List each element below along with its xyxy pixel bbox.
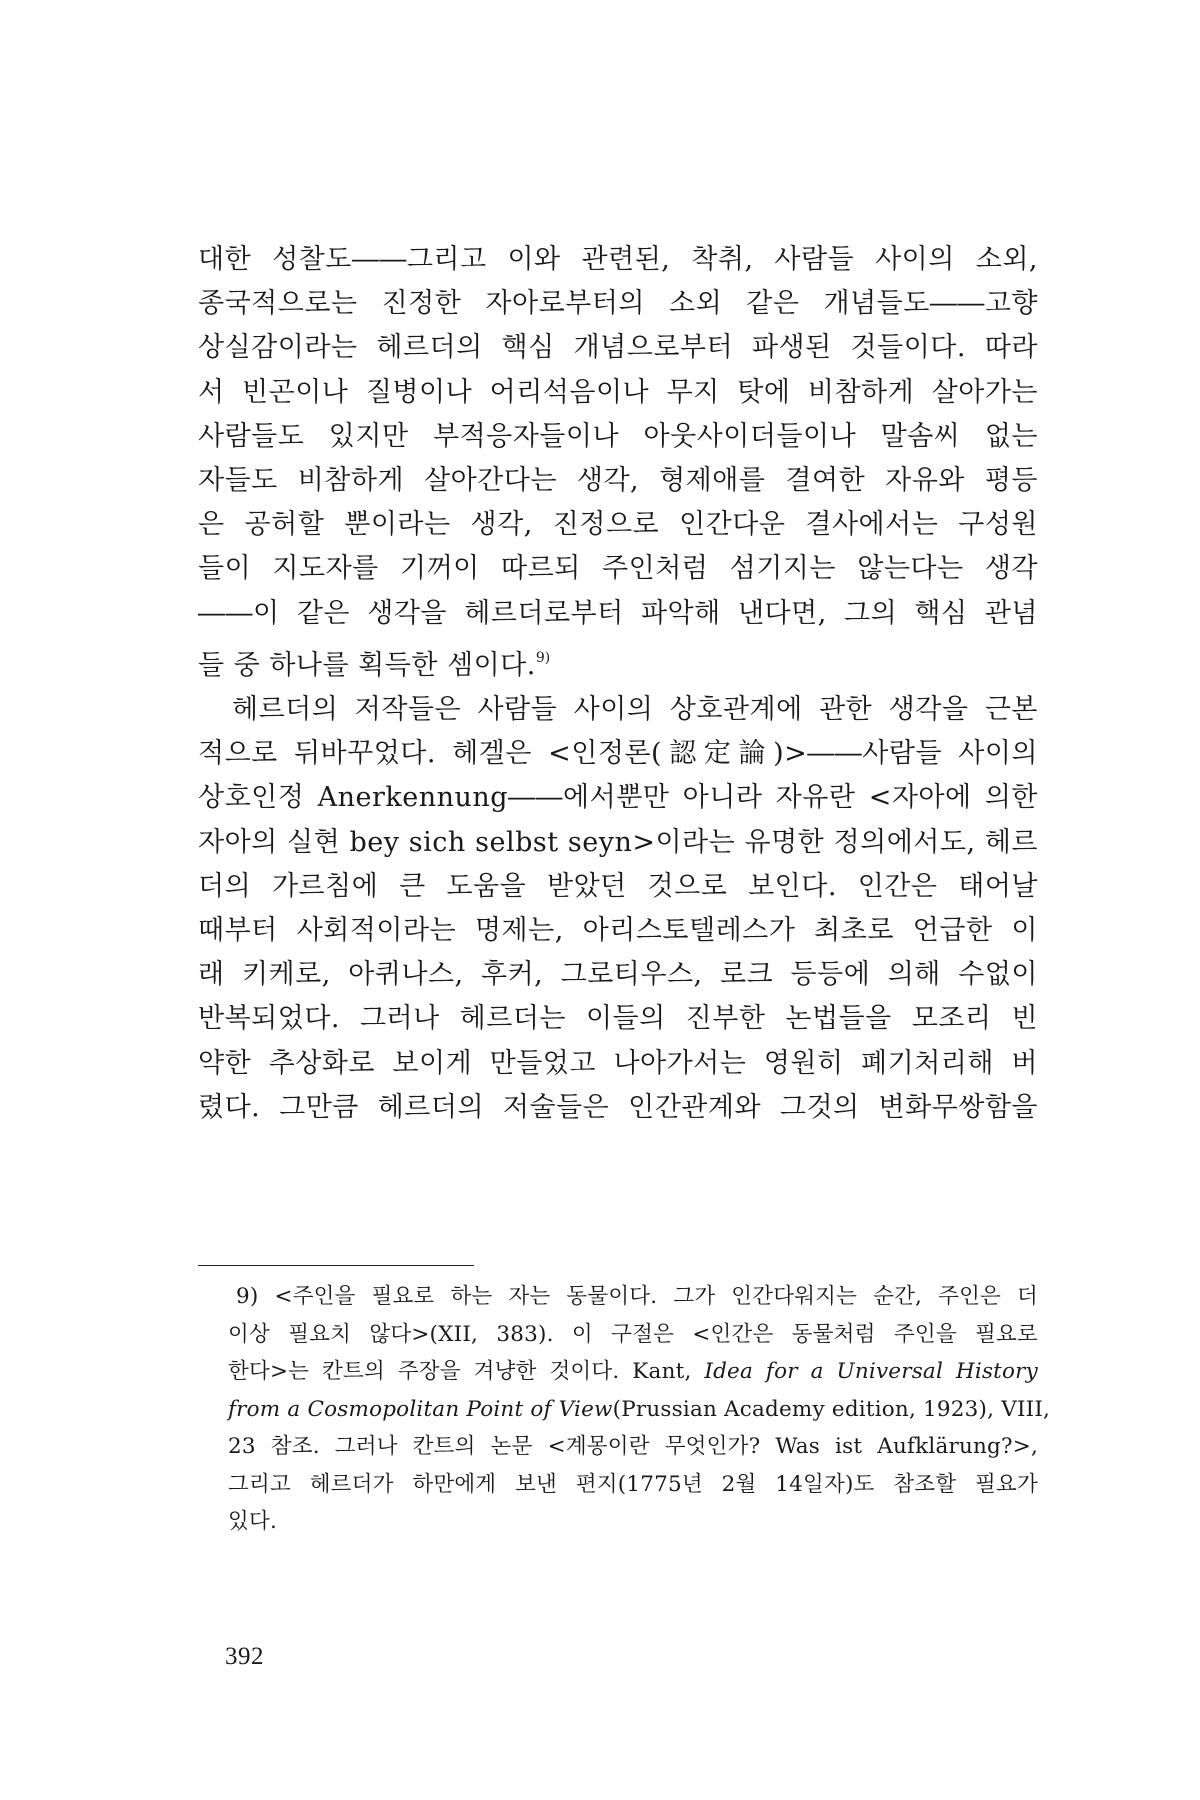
body-line: 적으로 뒤바꾸었다. 헤겔은 <인정론(認定論)>――사람들 사이의 (198, 738, 1038, 770)
body-line: 자들도 비참하게 살아간다는 생각, 형제애를 결여한 자유와 평등 (198, 465, 1038, 497)
book-title-italic: from a Cosmopolitan Point of View (228, 1396, 613, 1422)
body-line: 대한 성찰도――그리고 이와 관련된, 착취, 사람들 사이의 소외, (198, 244, 1038, 275)
body-line-text: 들 중 하나를 획득한 셈이다. (198, 649, 536, 681)
footnote-text: 한다>는 칸트의 주장을 겨냥한 것이다. Kant, (228, 1359, 705, 1384)
body-line: 더의 가르침에 큰 도움을 받았던 것으로 보인다. 인간은 태어날 (198, 870, 1038, 902)
body-line: 래 키케로, 아퀴나스, 후커, 그로티우스, 로크 등등에 의해 수없이 (198, 959, 1038, 991)
body-line: 사람들도 있지만 부적응자들이나 아웃사이더들이나 말솜씨 없는 (198, 420, 1038, 452)
footnote-line: 23 참조. 그러나 칸트의 논문 <계몽이란 무엇인가? Was ist Aufklärung?>, (228, 1434, 1038, 1459)
page-number: 392 (225, 1643, 264, 1670)
footnote-line: 있다. (228, 1509, 277, 1534)
body-line-with-note (198, 636, 1038, 688)
body-line: 렸다. 그만큼 헤르더의 저술들은 인간관계와 그것의 변화무쌍함을 (198, 1091, 1038, 1123)
body-line: 반복되었다. 그러나 헤르더는 이들의 진부한 논법들을 모조리 빈 (198, 1003, 1038, 1035)
body-line: 상호인정 Anerkennung――에서뿐만 아니라 자유란 <자아에 의한 (198, 782, 1038, 814)
body-line: 종국적으로는 진정한 자아로부터의 소외 같은 개념들도――고향 (198, 288, 1038, 320)
body-line: 은 공허할 뿐이라는 생각, 진정으로 인간다운 결사에서는 구성원 (198, 509, 1038, 541)
body-line: 상실감이라는 헤르더의 핵심 개념으로부터 파생된 것들이다. 따라 (198, 332, 1038, 364)
body-line: 서 빈곤이나 질병이나 어리석음이나 무지 탓에 비참하게 살아가는 (198, 376, 1038, 408)
footnote (228, 1278, 1051, 1541)
footnote-line: 9) <주인을 필요로 하는 자는 동물이다. 그가 인간다워지는 순간, 주인은 더 (236, 1284, 1038, 1309)
body-line: 약한 추상화로 보이게 만들었고 나아가서는 영원히 폐기처리해 버 (198, 1047, 1038, 1079)
footnote-reference: 9) (535, 649, 551, 666)
footnote-line-with-title (228, 1391, 1051, 1429)
body-line: 들이 지도자를 기꺼이 따르되 주인처럼 섬기지는 않는다는 생각 (198, 553, 1038, 585)
footnote-line-with-title (228, 1353, 1038, 1391)
body-text (198, 238, 1038, 1130)
footnote-line: 그리고 헤르더가 하만에게 보낸 편지(1775년 2월 14일자)도 참조할 필요가 (228, 1471, 1038, 1497)
body-line: ――이 같은 생각을 헤르더로부터 파악해 낸다면, 그의 핵심 관념 (198, 597, 1038, 629)
footnote-text: (Prussian Academy edition, 1923), VIII, (612, 1396, 1051, 1422)
body-line: 자아의 실현 bey sich selbst seyn>이라는 유명한 정의에서도, 헤르 (198, 826, 1038, 858)
footnote-divider (198, 1265, 474, 1266)
footnote-line: 이상 필요치 않다>(XII, 383). 이 구절은 <인간은 동물처럼 주인을 필요로 (228, 1321, 1038, 1347)
paragraph-start-line: 헤르더의 저작들은 사람들 사이의 상호관계에 관한 생각을 근본 (232, 694, 1038, 726)
book-title-italic: Idea for a Universal History (704, 1359, 1038, 1384)
body-line: 때부터 사회적이라는 명제는, 아리스토텔레스가 최초로 언급한 이 (198, 915, 1038, 947)
